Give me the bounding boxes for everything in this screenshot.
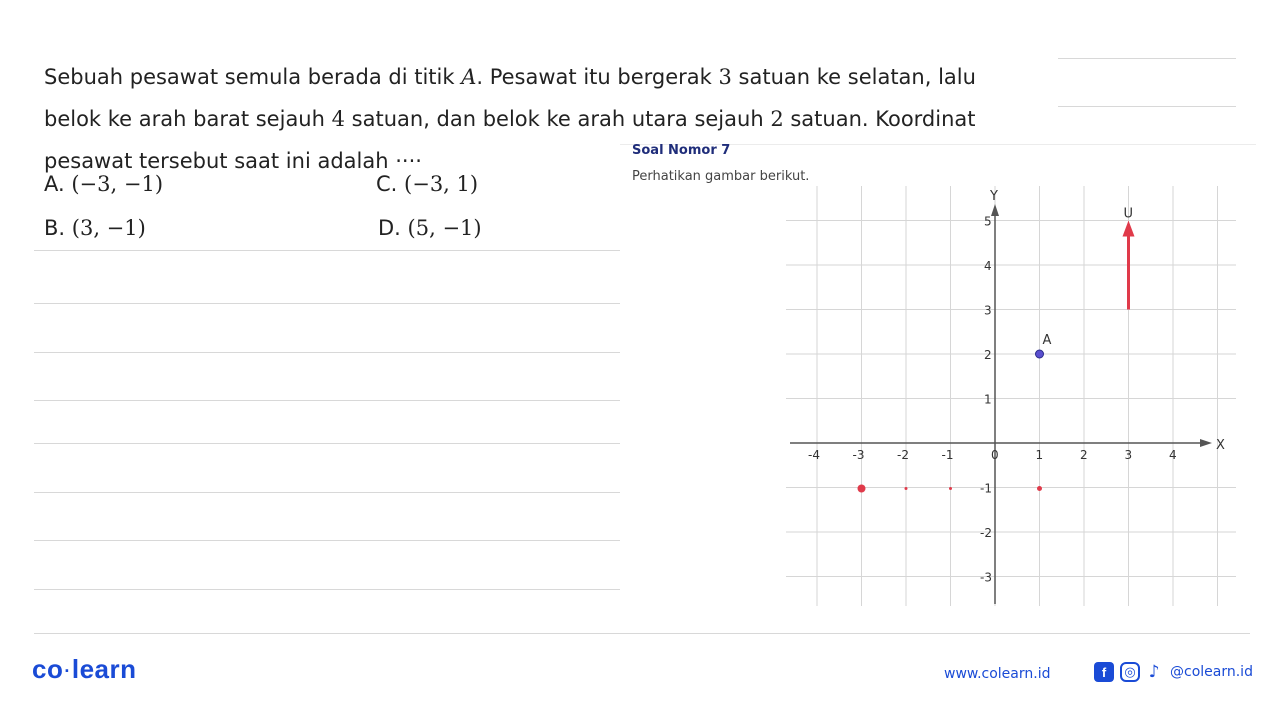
axes (790, 204, 1212, 604)
option-label: A. (44, 172, 65, 196)
x-tick-label: 1 (1035, 448, 1044, 462)
logo-part: learn (71, 654, 137, 684)
facebook-icon[interactable]: f (1094, 662, 1114, 682)
question-text-part: satuan. Koordinat (783, 107, 976, 131)
number-3: 3 (718, 65, 732, 89)
point-a-label: A (1042, 333, 1052, 348)
grid-lines (786, 186, 1236, 606)
north-label: U (1123, 206, 1134, 222)
logo-part: co (32, 654, 64, 684)
question-text-part: satuan, dan belok ke arah utara sejauh (344, 107, 771, 131)
x-tick-label: -2 (897, 448, 909, 462)
y-tick-label: -3 (980, 570, 992, 585)
option-value: (−3, 1) (404, 172, 479, 196)
y-tick-label: 5 (984, 214, 992, 229)
option-label: C. (376, 172, 398, 196)
ellipsis: ···· (395, 149, 422, 173)
option-value: (5, −1) (407, 216, 482, 240)
question-text-part: satuan ke selatan, lalu (731, 65, 976, 89)
logo-dot: · (64, 660, 71, 681)
number-4: 4 (331, 107, 345, 131)
y-tick-label: 4 (984, 259, 992, 273)
x-tick-label: 0 (991, 448, 999, 462)
y-tick-label: -1 (980, 481, 992, 496)
social-links (1094, 662, 1253, 682)
question-text-part: pesawat tersebut saat ini adalah (44, 149, 396, 173)
x-tick-label: -3 (852, 448, 865, 462)
north-arrow-head (1123, 221, 1135, 237)
question-text-part: belok ke arah barat sejauh (44, 107, 332, 131)
social-handle[interactable]: @colearn.id (1170, 664, 1253, 680)
panel-title: Soal Nomor 7 (632, 143, 731, 158)
x-tick-label: -1 (941, 448, 954, 462)
tick-labels (808, 189, 1225, 585)
x-tick-label: 4 (1169, 448, 1177, 462)
option-value: (−3, −1) (71, 172, 164, 196)
y-axis-label: Y (990, 189, 998, 204)
question-text-part: . Pesawat itu bergerak (476, 65, 719, 89)
y-tick-label: 1 (984, 392, 992, 407)
y-tick-label: 3 (984, 303, 992, 318)
x-axis-label: X (1216, 438, 1225, 453)
x-axis-arrow (1200, 439, 1212, 447)
red-mark (905, 487, 908, 490)
y-tick-label: 2 (984, 348, 992, 362)
x-tick-label: -4 (808, 448, 820, 462)
red-mark (949, 487, 952, 490)
instagram-icon[interactable]: ◎ (1120, 662, 1140, 682)
red-mark (858, 485, 866, 493)
number-2: 2 (770, 107, 784, 131)
option-value: (3, −1) (71, 216, 146, 240)
website-link[interactable]: www.colearn.id (944, 666, 1051, 682)
question-text-part: Sebuah pesawat semula berada di titik (44, 65, 462, 89)
point-a (1036, 350, 1044, 358)
panel-subtitle: Perhatikan gambar berikut. (632, 169, 810, 184)
x-tick-label: 2 (1080, 448, 1088, 462)
tiktok-icon[interactable]: ♪ (1148, 662, 1160, 682)
colearn-logo[interactable] (32, 654, 137, 685)
y-tick-label: -2 (980, 526, 992, 540)
red-mark (1037, 486, 1042, 491)
x-tick-label: 3 (1124, 448, 1133, 462)
y-axis-arrow (991, 204, 999, 216)
variable-a: A (461, 65, 477, 89)
option-label: D. (378, 216, 401, 240)
option-label: B. (44, 216, 66, 240)
